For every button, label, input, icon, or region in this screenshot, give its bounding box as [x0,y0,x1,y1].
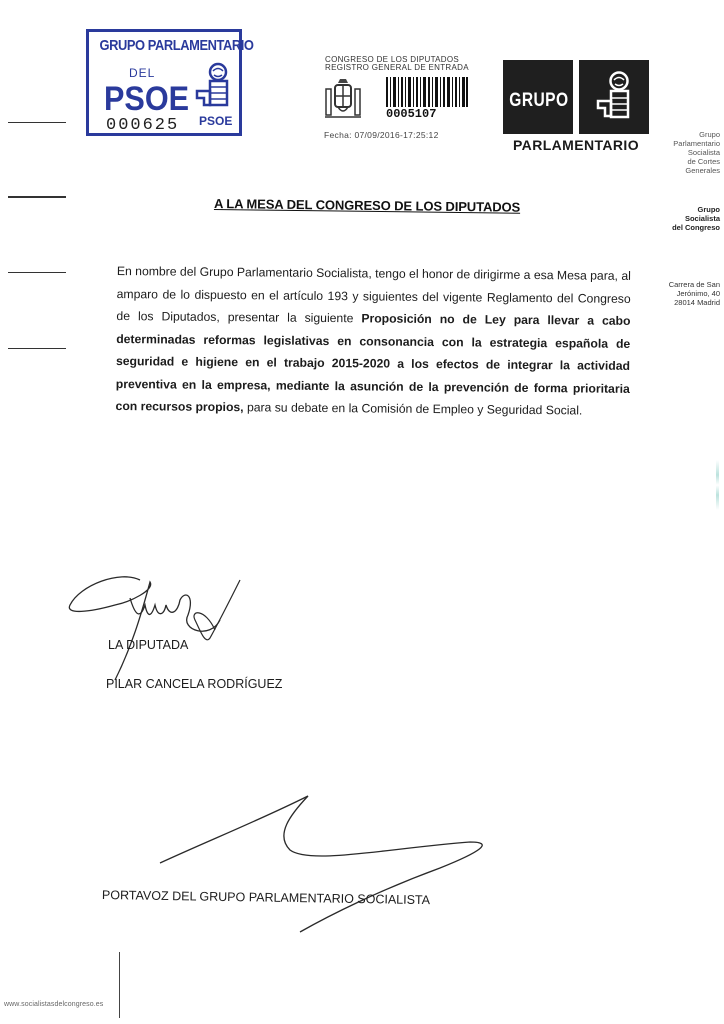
congress-registry-stamp [322,55,472,141]
sidebar-text: Grupo [699,130,720,139]
coat-of-arms-icon [324,77,362,121]
sidebar-block-2 [654,205,720,232]
sidebar-text: del Congreso [672,223,720,232]
body-intro: En nombre del Grupo Parlamentario Socialista, tengo el honor de dirigirme a esa Mesa para, al amparo de lo dispuesto en el artículo 193 y siguientes del vigente Reglamento del Congreso de los Diputados, presentar la siguiente [116,263,631,326]
registry-line-1: CONGRESO DE LOS DIPUTADOS [325,55,460,64]
logo-subtitle: PARLAMENTARIO [512,137,639,153]
registry-line-2: REGISTRO GENERAL DE ENTRADA [325,63,469,72]
fist-rose-icon [595,70,635,126]
signature-portavoz [150,790,500,940]
footer-divider [119,952,120,1018]
sidebar-text: Socialista [687,148,720,157]
registry-code: 0005107 [386,107,437,121]
stamp-title: GRUPO PARLAMENTARIO [99,37,254,54]
barcode [386,77,468,107]
stamp-logo-label: PSOE [199,114,233,128]
spokesperson-role: PORTAVOZ DEL GRUPO PARLAMENTARIO SOCIALISTA [101,888,431,908]
sidebar-text: Jerónimo, 40 [676,289,720,298]
stamp-number: 000625 [106,116,180,135]
body-proposal: Proposición no de Ley para llevar a cabo determinadas reformas legislativas en consonancia con la estrategia española de seguridad e higiene en el trabajo 2015-2020 a los efectos de integrar la actividad preventiva en la empresa, mediante la asunción de la prevención de forma prioritaria con recursos propios, [115,311,631,415]
registry-date: Fecha: 07/09/2016-17:25:12 [324,130,439,140]
stamp-del: DEL [129,66,156,80]
sidebar-text: Generales [685,166,720,175]
sidebar-block-1 [654,130,720,175]
sidebar-text: Parlamentario [673,139,720,148]
psoe-registry-stamp [86,29,254,136]
grupo-parlamentario-logo [503,60,649,155]
signature-diputada [60,560,260,690]
sidebar-text: Carrera de San [668,280,720,289]
document-title: A LA MESA DEL CONGRESO DE LOS DIPUTADOS [213,196,521,215]
footer-website: www.socialistasdelcongreso.es [4,1001,104,1008]
document-body [115,260,630,422]
scan-artifact [716,460,719,510]
psoe-fist-rose-icon [194,62,234,114]
sidebar-address [654,280,720,307]
logo-word: GRUPO [509,90,569,111]
sidebar-rule [8,122,66,123]
body-end: para su debate en la Comisión de Empleo y Seguridad Social. [243,400,583,418]
sidebar-text: Grupo [697,205,720,214]
sidebar-text: de Cortes [687,157,720,166]
stamp-party: PSOE [104,80,190,118]
signatory-role: LA DIPUTADA [108,638,189,652]
sidebar-text: Socialista [684,214,720,223]
signatory-name: PILAR CANCELA RODRÍGUEZ [106,677,283,691]
sidebar-rule [8,348,66,349]
sidebar-rule [8,272,66,273]
sidebar-rule [8,196,66,198]
sidebar-text: 28014 Madrid [674,298,720,307]
